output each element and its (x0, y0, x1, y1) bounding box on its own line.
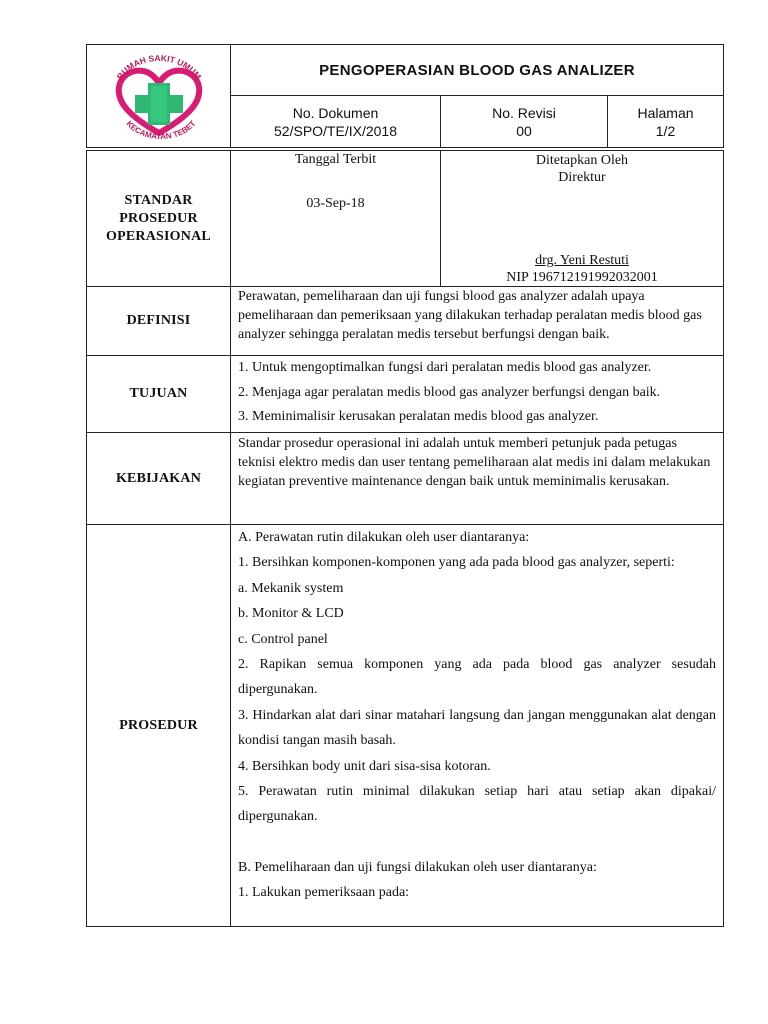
prosedur-a-item-1a: a. Mekanik system (238, 580, 344, 596)
definisi-label: DEFINISI (126, 313, 191, 328)
signer-nip: NIP 196712191992032001 (506, 270, 658, 285)
tujuan-item-2: 2. Menjaga agar peralatan medis blood gas analyzer berfungsi dengan baik. (238, 384, 661, 400)
tujuan-label: TUJUAN (129, 386, 188, 401)
prosedur-label: PROSEDUR (119, 717, 198, 733)
tujuan-item-1: 1. Untuk mengoptimalkan fungsi dari peralatan medis blood gas analyzer. (238, 360, 652, 375)
logo-cell (86, 44, 231, 148)
prosedur-label-cell (86, 524, 231, 927)
approved-role: Direktur (558, 170, 606, 185)
prosedur-section-b: B. Pemeliharaan dan uji fungsi dilakukan oleh user diantaranya: (238, 859, 597, 875)
prosedur-a-item-1b: b. Monitor & LCD (238, 606, 344, 622)
prosedur-a-item-1: 1. Bersihkan komponen-komponen yang ada pada blood gas analyzer, seperti: (238, 555, 675, 571)
sop-label-cell (86, 150, 231, 287)
doc-number-cell (230, 95, 441, 148)
tujuan-content-cell (230, 355, 724, 433)
prosedur-content-cell (230, 524, 724, 927)
kebijakan-text: Standar prosedur operasional ini adalah untuk memberi petunjuk pada petugas teknisi elektro medis dan user tentang pemeliharaan alat medis ini dalam melakukan kegiatan preventive maintenance dengan baik untuk meminimalis kerusakan. (238, 436, 711, 489)
issue-date-label: Tanggal Terbit (294, 152, 377, 167)
logo-text-bottom: KECAMATAN TEBET (124, 119, 198, 142)
sop-label-line-2: PROSEDUR (119, 210, 198, 226)
revision-cell (440, 95, 608, 148)
prosedur-a-item-3: 3. Hindarkan alat dari sinar matahari langsung dan jangan menggunakan alat dengan kondisi tangan masih basah. (238, 707, 716, 749)
definisi-label-cell (86, 286, 231, 356)
sop-label-line-3: OPERASIONAL (106, 228, 211, 244)
issue-date-cell (230, 150, 441, 287)
approval-cell (440, 150, 724, 287)
prosedur-section-a: A. Perawatan rutin dilakukan oleh user diantaranya: (238, 530, 530, 545)
issue-date-value: 03-Sep-18 (306, 196, 365, 211)
kebijakan-content-cell (230, 432, 724, 525)
page-value: 1/2 (655, 123, 676, 139)
prosedur-a-item-1c: c. Control panel (238, 631, 328, 647)
kebijakan-label: KEBIJAKAN (115, 470, 202, 486)
tujuan-item-3: 3. Meminimalisir kerusakan peralatan medis blood gas analyzer. (238, 409, 599, 424)
prosedur-a-item-2: 2. Rapikan semua komponen yang ada pada blood gas analyzer sesudah dipergunakan. (238, 657, 716, 698)
prosedur-a-item-5: 5. Perawatan rutin minimal dilakukan setiap hari atau setiap akan dipakai/ dipergunakan. (238, 784, 716, 825)
doc-number-label: No. Dokumen (292, 105, 379, 121)
doc-number-value: 52/SPO/TE/IX/2018 (274, 123, 397, 139)
signer-name: drg. Yeni Restuti (535, 253, 629, 268)
prosedur-b-item-1: 1. Lakukan pemeriksaan pada: (238, 885, 410, 901)
sop-label-line-1: STANDAR (124, 192, 193, 208)
logo-text-top: RUMAH SAKIT UMUM (114, 52, 204, 82)
definisi-content-cell (230, 286, 724, 356)
page-cell (607, 95, 724, 148)
page-label: Halaman (637, 105, 694, 121)
approved-by-label: Ditetapkan Oleh (535, 153, 629, 168)
document-title: PENGOPERASIAN BLOOD GAS ANALIZER (319, 62, 635, 79)
prosedur-spacer (238, 830, 716, 855)
revision-value: 00 (516, 123, 532, 139)
hospital-logo-icon (87, 45, 230, 147)
document-title-cell (230, 44, 724, 96)
prosedur-a-item-4: 4. Bersihkan body unit dari sisa-sisa kotoran. (238, 758, 491, 774)
revision-label: No. Revisi (492, 105, 556, 121)
kebijakan-label-cell (86, 432, 231, 525)
definisi-text: Perawatan, pemeliharaan dan uji fungsi blood gas analyzer adalah upaya pemeliharaan dan pemeriksaan yang dilakukan terhadap peralatan medis blood gas analyzer sehingga peralatan medis tersebut berfungsi dengan baik. (238, 289, 702, 342)
tujuan-label-cell (86, 355, 231, 433)
